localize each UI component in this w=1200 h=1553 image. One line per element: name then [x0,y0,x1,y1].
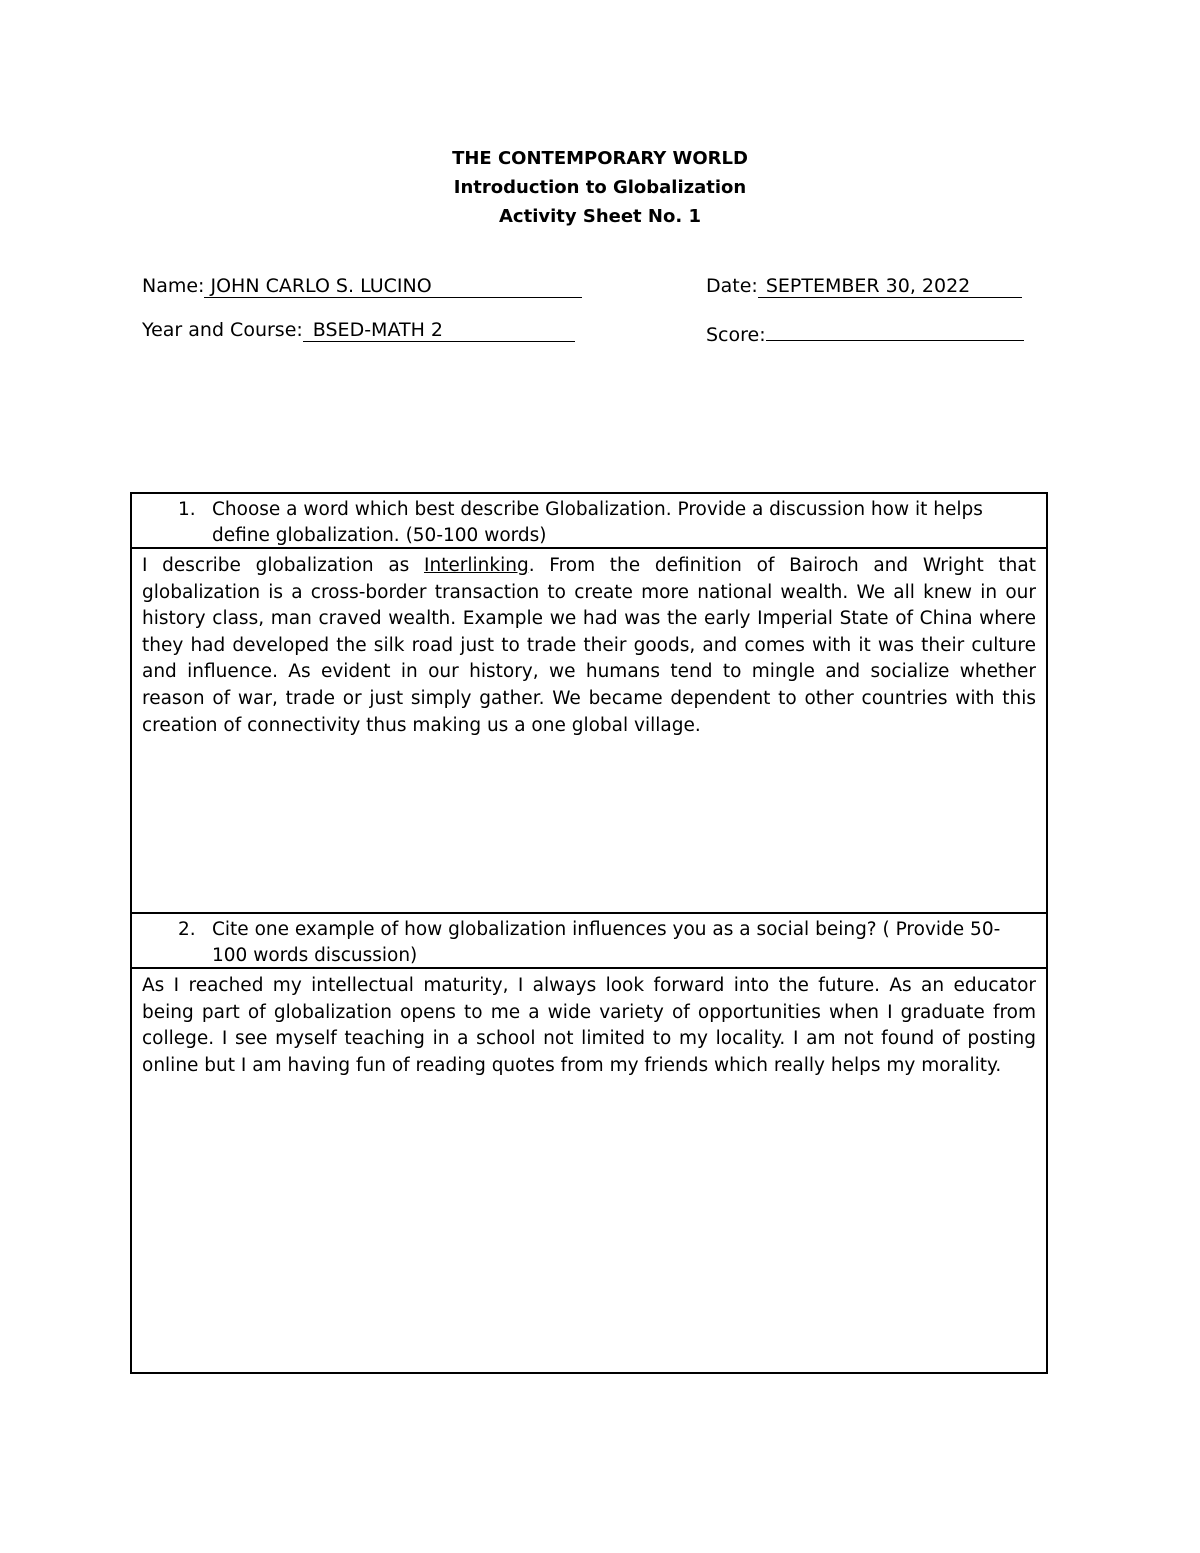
score-label: Score: [706,324,766,346]
name-text: JOHN CARLO S. LUCINO [210,275,432,297]
document-subtitle: Introduction to Globalization [453,177,747,198]
question-2-cell [132,914,1046,969]
answer-1-keyword: Interlinking [423,555,529,576]
document-header [0,144,1200,231]
answer-2-text: As I reached my intellectual maturity, I always look forward into the future. As an educator being part of globalization opens to me a wide variety of opportunities when I graduate from college. I see myself teaching in a school not limited to my locality. I am not found of posting online but I am having fun of reading quotes from my friends which really helps my morality. [142,975,1036,1076]
activity-sheet-number: Activity Sheet No. 1 [498,206,701,227]
year-course-value [303,319,575,342]
date-label: Date: [706,275,758,297]
score-blank [766,318,1024,341]
score-field [706,318,1024,347]
question-answer-table [130,492,1048,1374]
answer-2-cell [132,969,1046,1372]
year-course-text: BSED-MATH 2 [312,319,443,341]
answer-1-cell [132,549,1046,914]
name-value [204,275,582,298]
question-2-number: 2. [178,919,196,940]
question-1-text: Choose a word which best describe Globalization. Provide a discussion how it helps define globalization. (50-100 words) [212,499,983,546]
question-2-text: Cite one example of how globalization influences you as a social being? ( Provide 50-100 words discussion) [212,919,1001,966]
question-1-number: 1. [178,499,196,520]
name-field [142,274,582,298]
answer-1-intro: I describe globalization as [142,555,424,576]
year-course-label: Year and Course: [142,319,303,341]
name-label: Name: [142,275,205,297]
question-1-cell [132,494,1046,549]
answer-1-text: . From the definition of Bairoch and Wright that globalization is a cross-border transaction to create more national wealth. We all knew in our history class, man craved wealth. Example we had was the early Imperial State of China where they had developed the silk road just to trade their goods, and comes with it was their culture and influence. As evident in our history, we humans tend to mingle and socialize whether reason of war, trade or just simply gather. We became dependent to other countries with this creation of connectivity thus making us a one global village. [142,555,1036,736]
date-value [758,275,1022,298]
date-text: SEPTEMBER 30, 2022 [765,275,971,297]
date-field [706,274,1022,298]
document-title: THE CONTEMPORARY WORLD [452,148,748,169]
year-course-field [142,318,575,342]
